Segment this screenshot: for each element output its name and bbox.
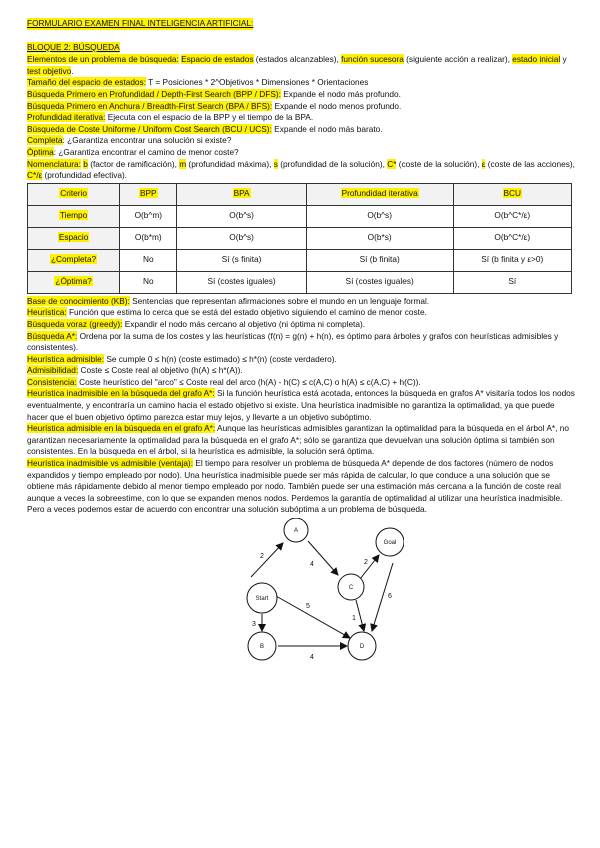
table-cell: O(b*s): [306, 227, 453, 249]
paragraph-consistencia: Consistencia: Coste heurístico del "arco" ≤ Coste real del arco (h(A) - h(C) ≤ c(A,C) o h(A) ≤ c(A,C) + h(C)).: [27, 376, 421, 387]
table-row: [28, 205, 572, 227]
table-header-cell: Profundidad iterativa: [306, 183, 453, 205]
node-label-c: C: [348, 585, 354, 591]
table-cell: O(b^s): [306, 205, 453, 227]
paragraph-ventaja: Heurística inadmisible vs admisible (ventaja): El tiempo para resolver un problema de búsqueda A* depende de dos factores (número de nodos expandidos y tiempo empleado por nodo). Una heurística inadmisible puede ser más rápida de calcular, lo que conduce a una solución que se obtiene más rápidamente debido al menor tiempo empleado por nodo. También puede ser una estimación más cercana a la función de coste real aunque a veces la sobreestime, con lo que se expanden menos nodos. Perdemos la garantía de optimalidad al utilizar una heurística inadmisible. Pero a veces podemos estar de acuerdo con encontrar una solución subóptima a un problema de búsqueda.: [27, 458, 563, 515]
paragraph-elementos: Elementos de un problema de búsqueda: Espacio de estados (estados alcanzables), función sucesora (siguiente acción a realizar), estado inicial y test objetivo.: [27, 54, 567, 76]
search-graph-diagram: [204, 518, 404, 664]
edge-start-a: [251, 543, 283, 577]
edge-weight-start-b: 3: [252, 621, 256, 628]
table-row: [28, 271, 572, 293]
complexity-table: [27, 183, 572, 294]
node-label-a: A: [293, 528, 299, 534]
node-label-d: D: [359, 644, 365, 650]
table-cell: Sí (b finita y ε>0): [453, 249, 571, 271]
table-cell: Sí: [453, 271, 571, 293]
table-cell: O(b^s): [177, 227, 306, 249]
table-cell: Sí (costes iguales): [177, 271, 306, 293]
paragraph-nomenclatura: Nomenclatura: b (factor de ramificación), m (profundidad máxima), s (profundidad de la solución), C* (coste de la solución), ε (coste de las acciones), C*/ε (profundidad efectiva).: [27, 158, 575, 181]
section-title: BLOQUE 2: BÚSQUEDA: [27, 41, 120, 52]
node-label-start: Start: [255, 596, 269, 602]
table-row-header: ¿Óptima?: [28, 271, 120, 293]
table-cell: O(b^C*/ε): [453, 205, 571, 227]
paragraph-bcu: Búsqueda de Coste Uniforme / Uniform Cost Search (BCU / UCS): Expande el nodo más barato.: [27, 123, 383, 134]
term-estado-inicial: estado inicial: [512, 54, 561, 65]
table-cell: No: [120, 249, 177, 271]
table-header-cell: BPP: [120, 183, 177, 205]
node-label-b: B: [259, 644, 265, 650]
edge-a-c: [308, 541, 338, 575]
document-title: FORMULARIO EXAMEN FINAL INTELIGENCIA ARTIFICIAL:: [27, 18, 254, 28]
term-test-objetivo: test objetivo: [27, 65, 72, 76]
table-header-row: [28, 183, 572, 205]
table-row: [28, 227, 572, 249]
table-cell: Sí (s finita): [177, 249, 306, 271]
edge-c-d: [356, 600, 364, 631]
edge-weight-a-c: 4: [310, 561, 314, 568]
paragraph-bpa: Búsqueda Primero en Anchura / Breadth-First Search (BPA / BFS): Expande el nodo menos profundo.: [27, 100, 402, 111]
edge-c-goal: [360, 555, 379, 579]
term-funcion-sucesora: función sucesora: [341, 54, 404, 65]
paragraph-profundidad-iterativa: Profundidad iterativa: Ejecuta con el espacio de la BPP y el tiempo de la BPA.: [27, 112, 314, 123]
edge-weight-start-d: 5: [306, 603, 310, 610]
paragraph-optima: Óptima: ¿Garantiza encontrar el camino de menor coste?: [27, 146, 239, 157]
table-cell: Sí (costes iguales): [306, 271, 453, 293]
table-cell: O(b*m): [120, 227, 177, 249]
node-label-goal: Goal: [383, 540, 397, 546]
table-cell: O(b^m): [120, 205, 177, 227]
document-page: [27, 18, 575, 664]
term-elementos: Elementos de un problema de búsqueda:: [27, 54, 179, 65]
paragraph-heuristica: Heurística: Función que estima lo cerca que se está del estado objetivo siguiendo el camino de menor coste.: [27, 307, 427, 318]
table-header-cell: Criterio: [28, 183, 120, 205]
paragraph-heuristica-admisible: Heurística admisible: Se cumple 0 ≤ h(n) (coste estimado) ≤ h*(n) (coste verdadero).: [27, 353, 337, 364]
table-row: [28, 249, 572, 271]
table-cell: No: [120, 271, 177, 293]
table-header-cell: BPA: [177, 183, 306, 205]
edge-weight-goal-d: 6: [388, 593, 392, 600]
paragraph-aestrella: Búsqueda A*: Ordena por la suma de los costes y las heurísticas (f(n) = g(n) + h(n), es óptimo para árboles y grafos con heurísticas admisibles y consistentes).: [27, 330, 559, 353]
paragraph-admisibilidad: Admisibilidad: Coste ≤ Coste real al objetivo (h(A) ≤ h*(A)).: [27, 365, 243, 376]
table-row-header: ¿Completa?: [28, 249, 120, 271]
term-espacio-estados: Espacio de estados: [181, 54, 254, 65]
edge-weight-c-goal: 2: [364, 559, 368, 566]
paragraph-base: Base de conocimiento (KB): Sentencias que representan afirmaciones sobre el mundo en un lenguaje formal.: [27, 295, 430, 306]
table-cell: O(b^C*/ε): [453, 227, 571, 249]
paragraph-inadmisible-grafo: Heurística inadmisible en la búsqueda del grafo A*: Si la función heurística está acotada, entonces la búsqueda en grafos A* visitaría todos los nodos eventualmente, y encontraría un camino hacia el estado objetivo si existe. Una heurística inadmisible no garantiza la optimalidad, ya que puede hacer que el buen objetivo óptimo parezca estar muy lejos, y llevarte a un objetivo subóptimo.: [27, 388, 575, 422]
edge-weight-b-d: 4: [310, 654, 314, 661]
paragraph-bpp: Búsqueda Primero en Profundidad / Depth-First Search (BPP / DFS): Expande el nodo más profundo.: [27, 88, 401, 99]
table-cell: Sí (b finita): [306, 249, 453, 271]
paragraph-voraz: Búsqueda voraz (greedy): Expandir el nodo más cercano al objetivo (ni óptima ni completa).: [27, 318, 366, 329]
edge-start-d: [276, 596, 350, 638]
table-row-header: Espacio: [28, 227, 120, 249]
paragraph-tamano: Tamaño del espacio de estados: T = Posiciones * 2^Objetivos * Dimensiones * Orientaciones: [27, 77, 369, 88]
edge-weight-start-a: 2: [260, 553, 264, 560]
table-cell: O(b^s): [177, 205, 306, 227]
edge-weight-c-d: 1: [352, 615, 356, 622]
table-row-header: Tiempo: [28, 205, 120, 227]
paragraph-admisible-grafo: Heurística admisible en la búsqueda en el grafo A*: Aunque las heurísticas admisibles garantizan la optimalidad para la búsqueda en el árbol A*, no garantizan necesariamente la optimalidad para la búsqueda en el grafo A*; sólo se garantiza que devuelvan una solución óptima si también son consistentes. En la búsqueda en el árbol, si la heurística es admisible, la solución será óptima.: [27, 423, 569, 457]
paragraph-completa: Completa: ¿Garantiza encontrar una solución si existe?: [27, 135, 232, 146]
table-header-cell: BCU: [453, 183, 571, 205]
